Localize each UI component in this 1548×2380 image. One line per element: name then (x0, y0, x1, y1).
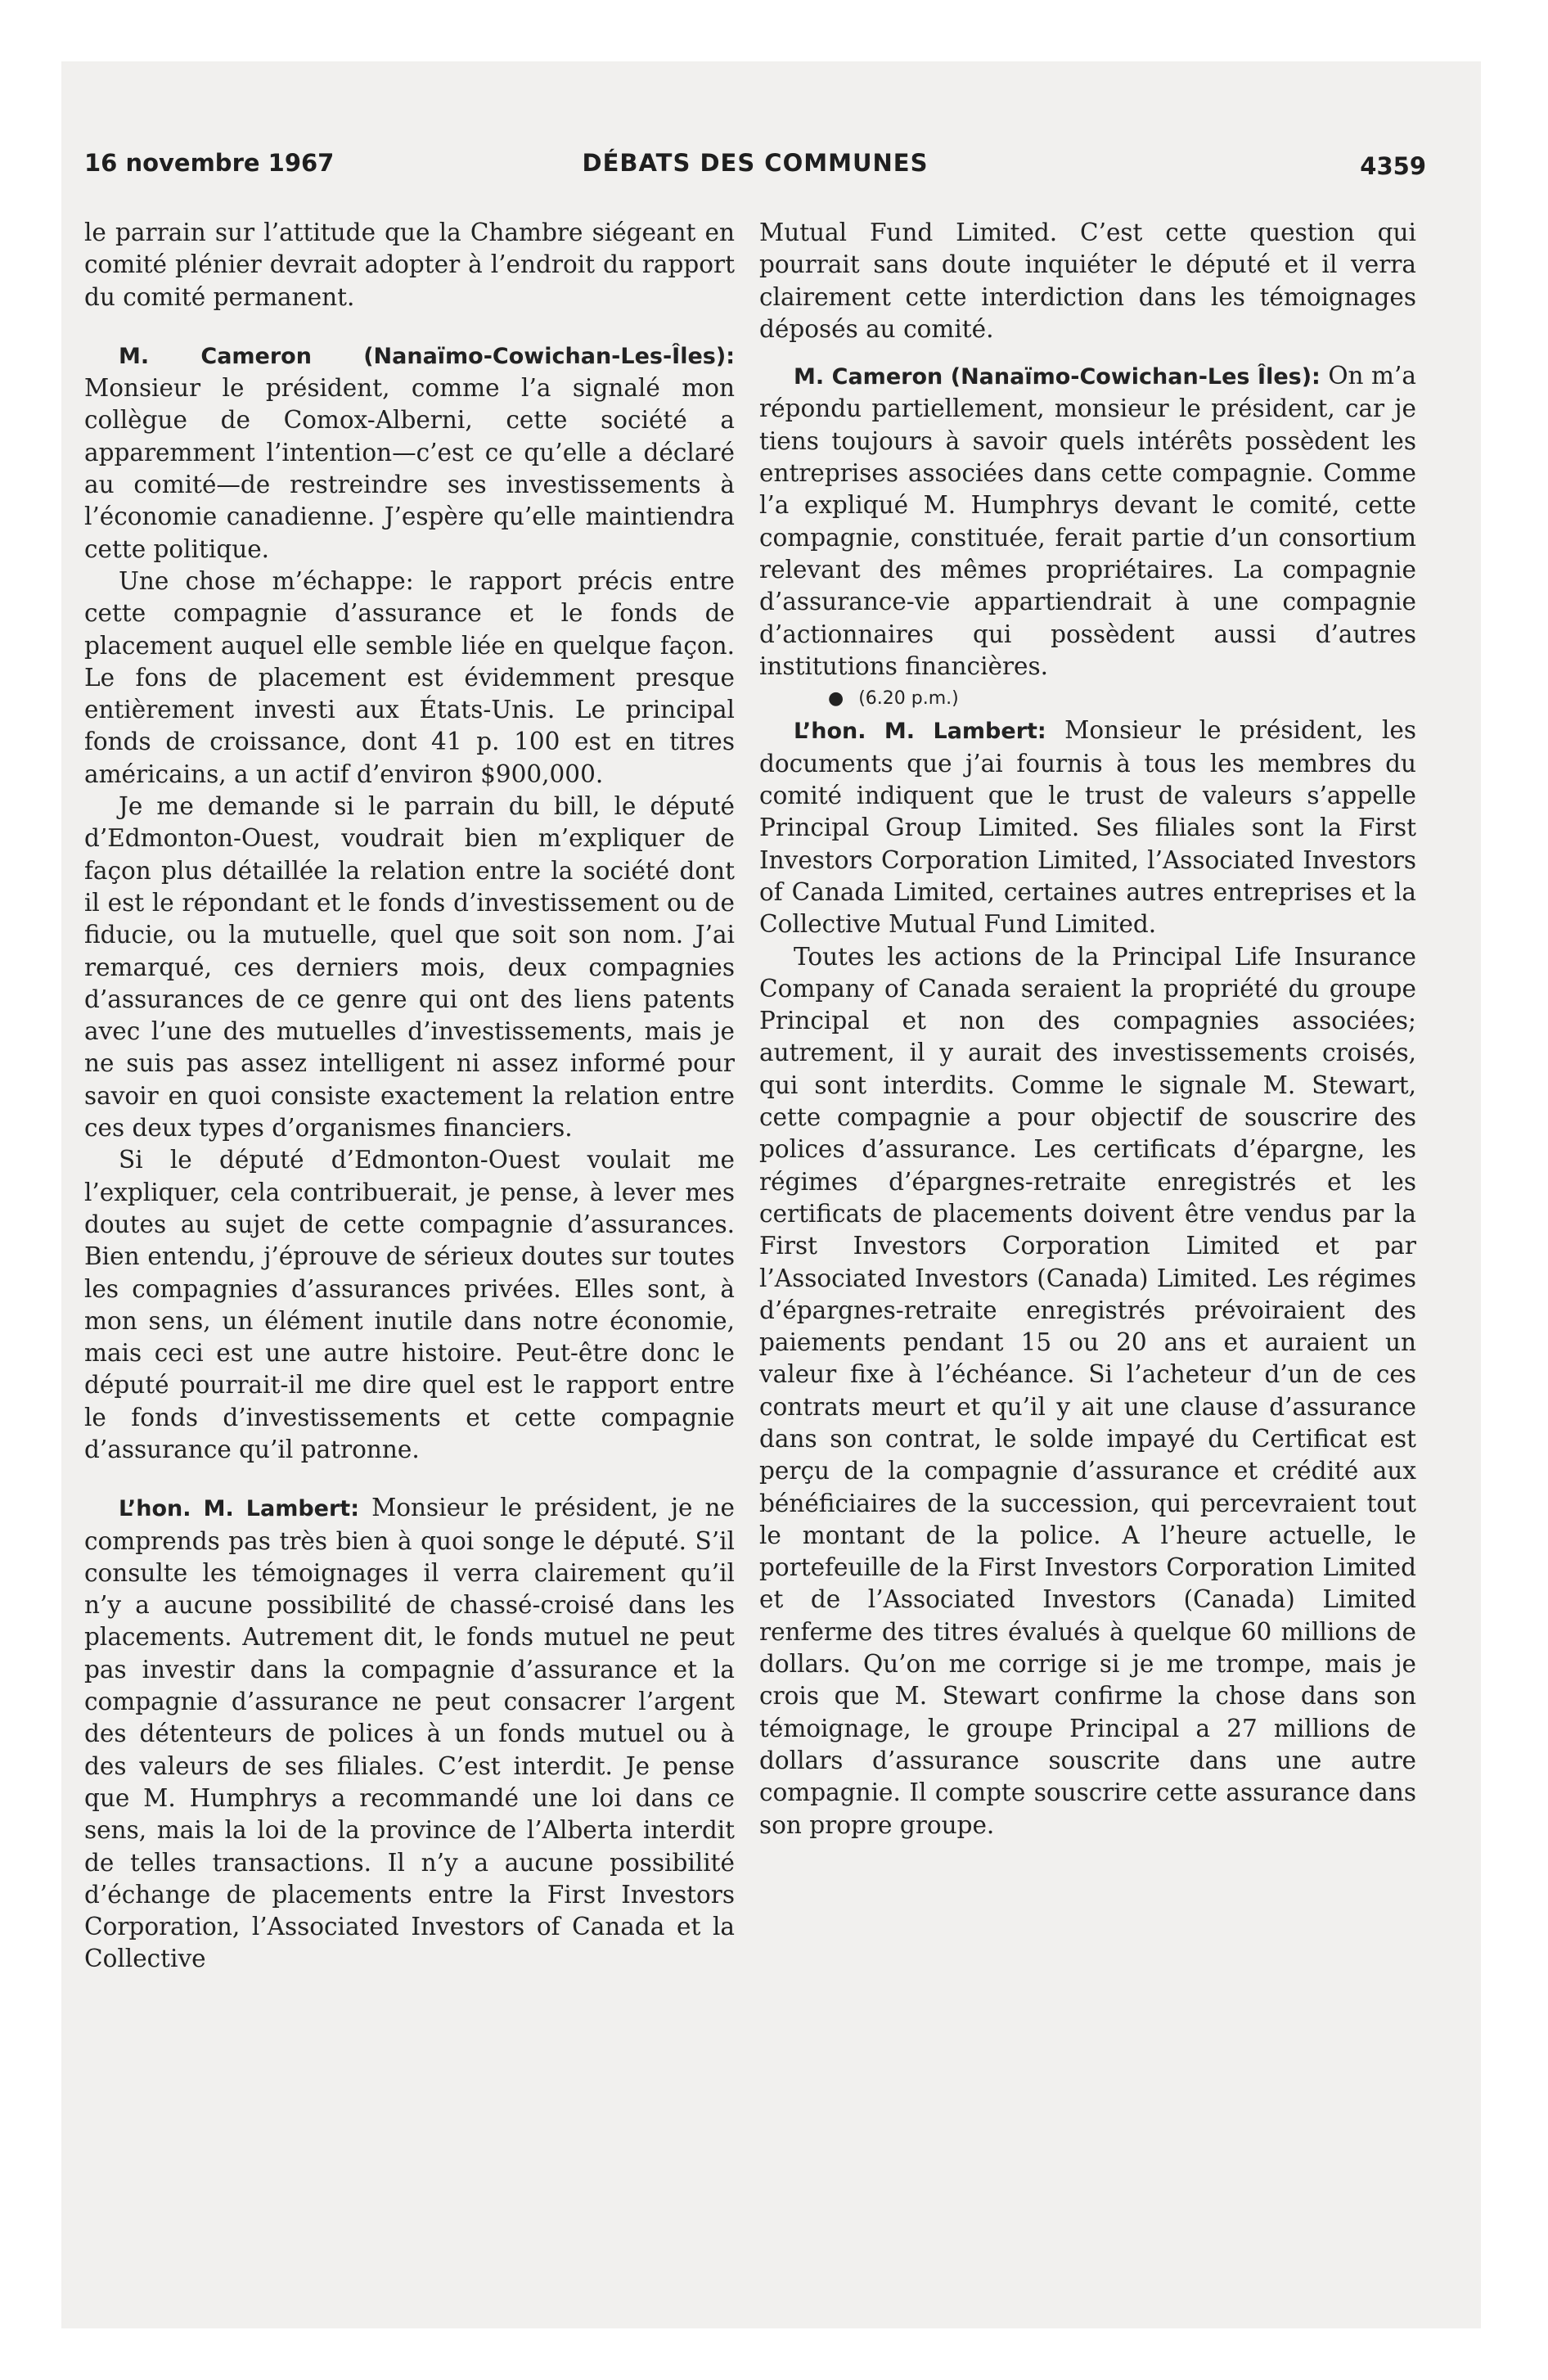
speaker-name: L’hon. M. Lambert: (794, 719, 1046, 745)
paragraph-text: Monsieur le président, comme l’a signalé mon collègue de Comox-Alberni, cette société a apparemment l’intention—c’est ce qu’elle a déclaré au comité—de restreindre ses investissements à l’économie canadienne. J’espère qu’elle maintiendra cette politique. (84, 374, 735, 563)
left-column (84, 217, 735, 1976)
page-header (84, 149, 1426, 198)
paragraph: le parrain sur l’attitude que la Chambre siégeant en comité plénier devrait adopter à l’endroit du rapport du comité permanent. (84, 219, 735, 311)
paragraph-text: Monsieur le président, les documents que j’ai fournis à tous les membres du comité indiquent que le trust de valeurs s’appelle Principal Group Limited. Ses filiales sont la First Investors Corporation Limited, l’Associated Investors of Canada Limited, certaines autres entreprises et la Collective Mutual Fund Limited. (759, 716, 1416, 939)
speaker-name: L’hon. M. Lambert: (119, 1496, 360, 1522)
paragraph (759, 360, 1416, 683)
paragraph: Mutual Fund Limited. C’est cette question qui pourrait sans doute inquiéter le député et il verra clairement cette interdiction dans les témoignages déposés au comité. (759, 219, 1416, 343)
paragraph-text: Monsieur le président, je ne comprends pas très bien à quoi songe le député. S’il consulte les témoignages il verra clairement qu’il n’y a aucune possibilité de chassé-croisé dans les placements. Autrement dit, le fonds mutuel ne peut pas investir dans la compagnie d’assurance et la compagnie d’assurance ne peut consacrer l’argent des détenteurs de polices à un fonds mutuel ou à des valeurs de ses filiales. C’est interdit. Je pense que M. Humphrys a recommandé une loi dans ce sens, mais la loi de la province de l’Alberta interdit de telles transactions. Il n’y a aucune possibilité d’échange de placements entre la First Investors Corporation, l’Associated Investors of Canada et la Collective (84, 1494, 735, 1973)
right-column (759, 217, 1416, 1841)
paragraph: Si le député d’Edmonton-Ouest voulait me l’expliquer, cela contribuerait, je pense, à lever mes doutes au sujet de cette compagnie d’assurances. Bien entendu, j’éprouve de sérieux doutes sur toutes les compagnies d’assurances privées. Elles sont, à mon sens, un élément inutile dans notre économie, mais ceci est une autre histoire. Peut-être donc le député pourrait-il me dire quel est le rapport entre le fonds d’investissements et cette compagnie d’assurance qu’il patronne. (84, 1146, 735, 1463)
paragraph (84, 340, 735, 566)
speaker-name: M. Cameron (Nanaïmo-Cowichan-Les Îles): (794, 364, 1321, 390)
paragraph: Une chose m’échappe: le rapport précis entre cette compagnie d’assurance et le fonds de placement auquel elle semble liée en quelque façon. Le fons de placement est évidemment presque entièrement investi aux États-Unis. Le principal fonds de croissance, dont 41 p. 100 est en titres américains, a un actif d’environ $900,000. (84, 566, 735, 788)
paragraph (759, 714, 1416, 940)
header-page-number: 4359 (1360, 152, 1426, 180)
bullet-icon: ● (828, 688, 844, 710)
header-date: 16 novembre 1967 (84, 149, 335, 177)
timestamp-text: (6.20 p.m.) (858, 688, 959, 710)
paragraph-text: On m’a répondu partiellement, monsieur le président, car je tiens toujours à savoir quels intérêts possèdent les entreprises associées dans cette compagnie. Comme l’a expliqué M. Humphrys devant le comité, cette compagnie, constituée, ferait partie d’un consortium relevant des mêmes propriétaires. La compagnie d’assurance-vie appartiendrait à une compagnie d’actionnaires qui possèdent aussi d’autres institutions financières. (759, 362, 1416, 680)
paragraph (84, 1492, 735, 1975)
timestamp (759, 683, 1416, 714)
speaker-name: M. Cameron (Nanaïmo-Cowichan-Les-Îles): (119, 343, 735, 369)
paragraph: Toutes les actions de la Principal Life Insurance Company of Canada seraient la propriété du groupe Principal et non des compagnies associées; autrement, il y aurait des investissements croisés, qui sont interdits. Comme le signale M. Stewart, cette compagnie a pour objectif de souscrire des polices d’assurance. Les certificats d’épargne, les régimes d’épargnes-retraite enregistrés et les certificats de placements doivent être vendus par la First Investors Corporation Limited et par l’Associated Investors (Canada) Limited. Les régimes d’épargnes-retraite enregistrés prévoiraient des paiements pendant 15 ou 20 ans et auraient un valeur fixe à l’échéance. Si l’acheteur d’un de ces contrats meurt et qu’il y ait une clause d’assurance dans son contrat, le solde impayé du Certificat est perçu de la compagnie d’assurance et crédité aux bénéficiaires de la succession, qui percevraient tout le montant de la police. A l’heure actuelle, le portefeuille de la First Investors Corporation Limited et de l’Associated Investors (Canada) Limited renferme des titres évalués à quelque 60 millions de dollars. Qu’on me corrige si je me trompe, mais je crois que M. Stewart confirme la chose dans son témoignage, le groupe Principal a 27 millions de dollars d’assurance souscrite dans une autre compagnie. Il compte souscrire cette assurance dans son propre groupe. (759, 942, 1416, 1839)
header-title: DÉBATS DES COMMUNES (582, 149, 929, 177)
paragraph: Je me demande si le parrain du bill, le député d’Edmonton-Ouest, voudrait bien m’expliquer de façon plus détaillée la relation entre la société dont il est le répondant et le fonds d’investissement ou de fiducie, ou la mutuelle, quel que soit son nom. J’ai remarqué, ces derniers mois, deux compagnies d’assurances de ce genre qui ont des liens patents avec l’une des mutuelles d’investissements, mais je ne suis pas assez intelligent ni assez informé pour savoir en quoi consiste exactement la relation entre ces deux types d’organismes financiers. (84, 792, 735, 1143)
